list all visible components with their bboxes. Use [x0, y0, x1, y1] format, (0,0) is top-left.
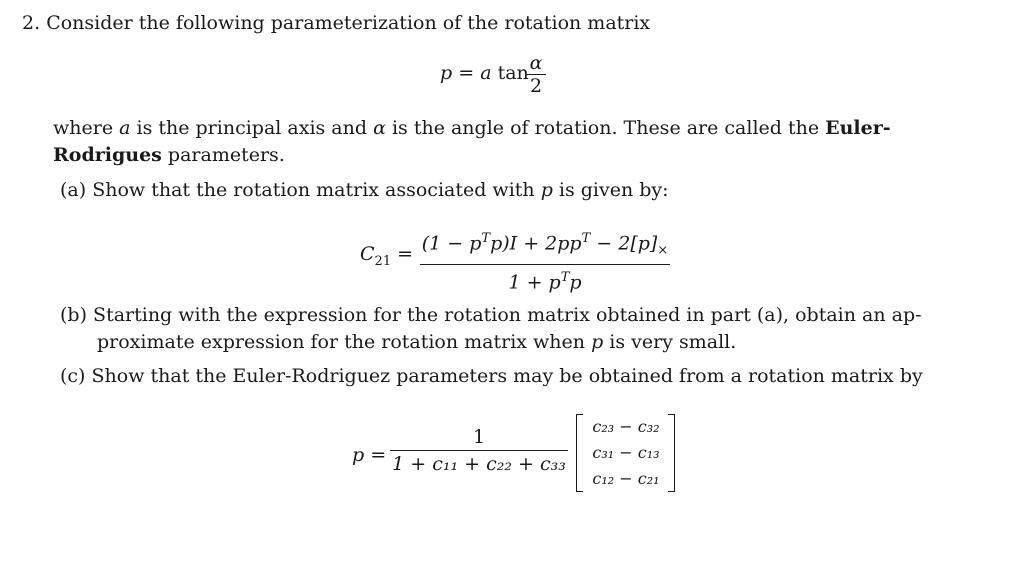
- part-a-denominator: [420, 264, 670, 295]
- c21-symbol: C: [360, 243, 375, 265]
- where-line-1: [53, 117, 891, 139]
- where-text-4: parameters.: [161, 144, 285, 166]
- part-a-fraction: [420, 226, 670, 295]
- part-b-text-1: Starting with the expression for the rotation matrix obtained in part (a), obtain an ap-: [93, 304, 922, 326]
- part-c-label: (c): [60, 365, 86, 387]
- where-line-2: [53, 144, 285, 166]
- part-a-p: p: [540, 179, 553, 201]
- den-sup: T: [560, 270, 570, 286]
- part-b-line-2: [97, 331, 736, 353]
- eq1-equals: =: [458, 62, 475, 84]
- equation-parameterization: [440, 62, 529, 84]
- part-c-denominator: 1 + c₁₁ + c₂₂ + c₃₃: [390, 450, 568, 477]
- part-c-text: Show that the Euler-Rodriguez parameters may be obtained from a rotation matrix by: [91, 365, 923, 387]
- num-sub: ×: [657, 243, 669, 259]
- part-c-p: p: [352, 444, 365, 466]
- part-a-eq-lhs: [360, 243, 413, 269]
- left-bracket: [576, 414, 583, 492]
- part-a-text-1: Show that the rotation matrix associated with: [92, 179, 541, 201]
- vector-entry-3: c₁₂ − c₂₁: [592, 469, 660, 488]
- c21-subscript: 21: [374, 253, 392, 269]
- num-part-2: p)I + 2pp: [490, 232, 582, 255]
- eq1-a: a: [480, 62, 492, 84]
- num-sup-2: T: [581, 231, 591, 246]
- where-text-1: where: [53, 117, 120, 139]
- part-b-text-2: proximate expression for the rotation matrix when: [97, 331, 592, 353]
- part-c-vector: [584, 414, 668, 492]
- part-b-text-3: is very small.: [603, 331, 737, 353]
- where-bold-2: Rodrigues: [53, 144, 162, 166]
- part-a-label: (a): [60, 179, 87, 201]
- part-b-p: p: [591, 331, 604, 353]
- problem-header: [22, 12, 650, 34]
- where-bold-1: Euler-: [825, 117, 891, 139]
- part-a-line: [60, 179, 669, 201]
- part-c-equals: =: [370, 444, 387, 466]
- num-part-1: (1 − p: [421, 232, 482, 255]
- vector-entry-1: c₂₃ − c₃₂: [592, 417, 660, 436]
- part-b-line-1: [60, 304, 922, 326]
- where-alpha: α: [373, 117, 386, 139]
- vector-entry-2: c₃₁ − c₁₃: [592, 443, 660, 462]
- den-part-1: 1 + p: [508, 271, 561, 294]
- problem-number: 2.: [22, 12, 41, 34]
- eq1-lhs: p: [440, 62, 453, 84]
- num-part-3: − 2[p]: [590, 232, 658, 255]
- where-text-2: is the principal axis and: [130, 117, 374, 139]
- where-a: a: [119, 117, 131, 139]
- part-b-label: (b): [60, 304, 87, 326]
- den-part-2: p: [569, 271, 582, 294]
- problem-intro: Consider the following parameterization of the rotation matrix: [46, 12, 651, 34]
- part-c-eq-lhs: [352, 444, 386, 466]
- eq1-frac-den: 2: [526, 74, 546, 97]
- num-sup-1: T: [481, 231, 491, 246]
- eq1-frac-num: α: [529, 52, 543, 74]
- part-c-fraction: [390, 424, 568, 477]
- eq1-tan: tan: [497, 62, 529, 84]
- where-text-3: is the angle of rotation. These are called the: [385, 117, 826, 139]
- part-c-line: [60, 365, 923, 387]
- part-a-numerator: [420, 226, 670, 264]
- part-a-equals: =: [397, 243, 414, 265]
- part-a-text-2: is given by:: [552, 179, 669, 201]
- part-c-numerator: 1: [472, 426, 486, 448]
- right-bracket: [668, 414, 675, 492]
- eq1-fraction: [526, 52, 546, 97]
